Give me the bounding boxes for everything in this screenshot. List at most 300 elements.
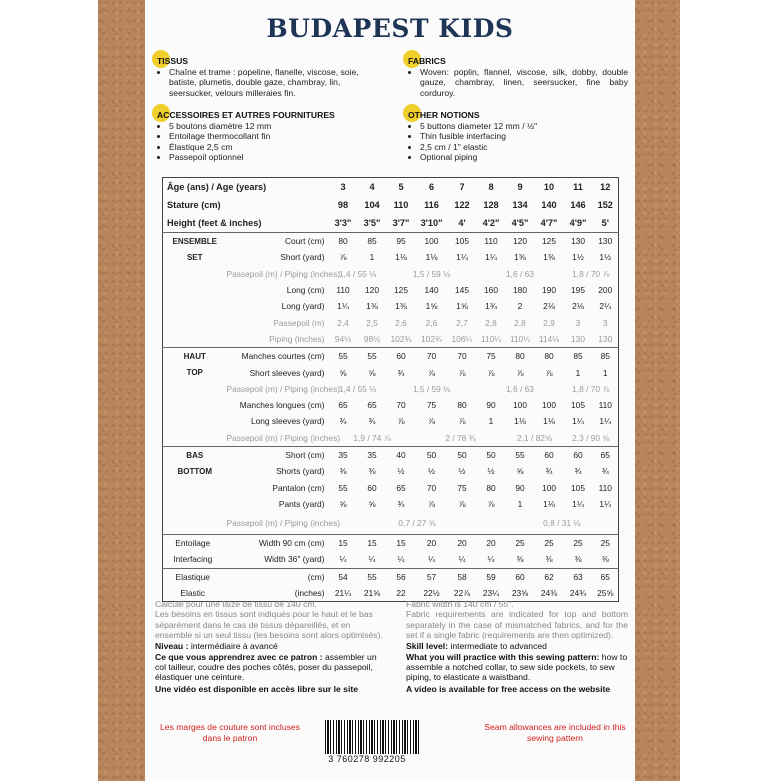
table-cell: 22½ — [423, 588, 440, 599]
fr-notions-heading: ACCESSOIRES ET AUTRES FOURNITURES — [157, 110, 383, 120]
table-cell: 35 — [358, 446, 387, 463]
row-label: Passepoil (m) / Piping (inches) — [226, 383, 341, 394]
ensemble-short-row — [163, 249, 619, 265]
row-label: Long (cm) — [286, 285, 325, 296]
en-skill-level: Skill level: intermediate to advanced — [406, 640, 547, 651]
table-cell: 105 — [448, 233, 477, 250]
row-label: Pants (yard) — [278, 498, 325, 509]
interfacing-cm-row — [163, 535, 619, 552]
table-cell: ¾ — [368, 416, 376, 427]
table-cell: 116 — [424, 200, 439, 210]
table-cell: 1,4 / 55 ⅛ — [338, 268, 377, 279]
table-cell: 10 — [543, 182, 555, 192]
table-cell: 22⅞ — [453, 588, 471, 599]
en-requirements-note: Fabric requirements are indicated for top and bottom separately in the case of mismatched fabrics, and for the set if a single fabric (requirements are then optimized). — [406, 609, 628, 641]
en-fabric-width-note: Fabric width is 140 cm / 55". — [406, 599, 514, 609]
table-cell: 56 — [387, 568, 416, 585]
table-cell: 4'5" — [511, 218, 529, 228]
en-notions-item: • Thin fusible interfacing — [420, 131, 628, 141]
table-cell: 2,4 — [337, 317, 349, 328]
table-cell: 85 — [358, 233, 387, 250]
table-cell: 3'5" — [363, 218, 381, 228]
fr-learn-note: Ce que vous apprendrez avec ce patron : assembler un col tailleur, coudre des poches côtés, poser du passepoil, élastiquer une ceinture. — [155, 652, 377, 682]
table-cell: 3'7" — [392, 218, 410, 228]
table-cell: 60 — [564, 446, 593, 463]
table-cell: 25⅝ — [597, 588, 614, 599]
top-short-sleeves-yard-row — [163, 364, 619, 380]
table-cell: 4'7" — [540, 218, 558, 228]
table-cell: 110 — [598, 482, 612, 493]
table-cell: 120 — [506, 233, 535, 250]
table-cell: 80 — [535, 348, 564, 365]
table-cell: 1¼ — [572, 498, 584, 509]
row-label: Short (cm) — [227, 446, 329, 463]
table-cell: 57 — [416, 568, 448, 585]
table-cell: 110 — [477, 233, 506, 250]
bottom-shorts-yard-row — [163, 463, 619, 479]
table-cell: 1¼ — [485, 252, 497, 263]
ensemble-passepoil-row — [163, 314, 619, 330]
table-cell: 85 — [593, 348, 619, 365]
row-label: Passepoil (m) — [273, 317, 325, 328]
row-group-label: Interfacing — [173, 554, 213, 565]
table-cell: 3'10" — [420, 218, 443, 228]
table-cell: ½ — [428, 466, 435, 477]
table-cell: 1,8 / 70 ⅞ — [572, 383, 610, 394]
row-group-label: SET — [186, 252, 203, 262]
table-cell: 11 — [573, 182, 583, 192]
table-cell: ⅞ — [458, 498, 466, 509]
table-cell: ½ — [397, 466, 405, 477]
row-label: Shorts (yard) — [276, 466, 325, 477]
row-group-label: ENSEMBLE — [163, 233, 227, 250]
table-cell: ¾ — [339, 416, 347, 427]
table-cell: 1 — [602, 367, 608, 378]
row-group-label — [163, 430, 227, 447]
table-cell: 3 — [340, 182, 346, 192]
table-cell: ⅜ — [339, 466, 347, 477]
table-cell: 1 — [488, 416, 494, 427]
table-cell: 130 — [571, 333, 585, 344]
table-cell: 102¾ — [421, 333, 442, 344]
table-cell: 134 — [512, 200, 528, 210]
table-cell: 15 — [387, 535, 416, 552]
table-cell: 1¼ — [572, 416, 584, 427]
table-cell: 70 — [426, 482, 437, 493]
table-cell: ⅝ — [368, 367, 376, 378]
row-label: (inches) — [294, 588, 325, 599]
table-cell: 1½ — [599, 252, 612, 263]
table-cell: 105 — [571, 400, 585, 411]
row-group-label — [163, 397, 227, 413]
table-cell: 80 — [329, 233, 358, 250]
table-cell: 2,5 — [366, 317, 378, 328]
table-cell: 20 — [448, 535, 477, 552]
row-group-label: HAUT — [163, 348, 227, 365]
fr-fabrics-heading: TISSUS — [157, 56, 383, 66]
row-label: Height (feet & inches) — [167, 218, 262, 228]
fr-fabric-width-note: Calculé pour une laize de tissu de 140 cm. — [155, 599, 317, 609]
row-label: Court (cm) — [227, 233, 329, 250]
table-cell: 25 — [593, 535, 619, 552]
table-cell: 140 — [424, 285, 439, 296]
table-cell: ¼ — [397, 554, 405, 565]
table-cell: 130 — [564, 233, 593, 250]
table-cell: 55 — [338, 482, 348, 493]
row-label: Âge (ans) / Age (years) — [167, 182, 267, 192]
table-cell: 54 — [329, 568, 358, 585]
row-label: Long (yard) — [281, 301, 325, 312]
row-group-label: Elastique — [163, 568, 227, 585]
fr-notions-block — [155, 110, 383, 162]
table-cell: 2,7 — [456, 317, 468, 328]
table-cell: 125 — [394, 285, 408, 296]
row-group-label: BAS — [163, 446, 227, 463]
barcode — [315, 720, 419, 765]
fr-fabrics-item: • Chaîne et trame : popeline, flanelle, viscose, soie, batiste, plumetis, double gaze, chambray, lin, seersucker, velours milleraies fin. — [169, 67, 383, 98]
table-cell: 65 — [593, 446, 619, 463]
fr-notions-item: • Élastique 2,5 cm — [169, 142, 383, 152]
table-cell: 70 — [416, 348, 448, 365]
table-cell: 65 — [367, 400, 377, 411]
table-cell: ¾ — [574, 466, 582, 477]
table-cell: 12 — [600, 182, 611, 192]
table-cell: 60 — [506, 568, 535, 585]
table-cell: 1¼ — [337, 301, 349, 312]
table-cell: 60 — [387, 348, 416, 365]
row-group-label — [163, 479, 227, 495]
table-cell: 2,8 — [514, 317, 526, 328]
table-cell: ¾ — [545, 466, 553, 477]
row-group-label: Entoilage — [163, 535, 227, 552]
en-notions-item: • Optional piping — [420, 152, 628, 162]
bottom-piping-row — [163, 512, 619, 535]
table-cell: ⅞ — [487, 367, 495, 378]
table-cell: 59 — [477, 568, 506, 585]
table-cell: 152 — [597, 200, 613, 210]
table-cell: 65 — [593, 568, 619, 585]
row-label: Piping (inches) — [269, 333, 325, 344]
table-cell: 1¾ — [485, 301, 497, 312]
row-group-label — [163, 381, 227, 397]
table-cell: ½ — [458, 466, 466, 477]
row-group-label — [163, 413, 227, 429]
table-cell: 1⅝ — [456, 301, 468, 312]
row-label: Passepoil (m) / Piping (inches) — [226, 518, 341, 529]
row-label: Long sleeves (yard) — [250, 416, 325, 427]
table-cell: 2,3 / 90 ⅝ — [572, 432, 610, 443]
row-label: Stature (cm) — [167, 200, 221, 210]
table-cell: 94½ — [334, 333, 352, 344]
en-seam-allowance-note: Seam allowances are included in this sewing pattern — [484, 722, 626, 743]
table-cell: 55 — [358, 348, 387, 365]
table-cell: 0,7 / 27 ⅝ — [398, 518, 436, 529]
row-label: (cm) — [227, 568, 329, 585]
bottom-pants-yard-row — [163, 496, 619, 512]
table-cell: ⅞ — [397, 416, 405, 427]
table-cell: 1 — [575, 367, 581, 378]
row-label: Passepoil (m) / Piping (inches) — [226, 268, 341, 279]
table-cell: ⅝ — [339, 498, 347, 509]
table-cell: 95 — [387, 233, 416, 250]
row-group-label — [163, 331, 227, 348]
table-cell: ⅞ — [428, 498, 435, 509]
table-cell: 110 — [598, 400, 612, 411]
table-cell: ¼ — [368, 554, 376, 565]
table-cell: ⅜ — [516, 554, 524, 565]
row-label: Manches longues (cm) — [239, 400, 325, 411]
table-cell: 195 — [571, 285, 585, 296]
row-group-label — [163, 314, 227, 330]
ensemble-long-yard-row — [163, 298, 619, 314]
table-cell: ⅞ — [428, 416, 435, 427]
en-notions-heading: OTHER NOTIONS — [408, 110, 628, 120]
table-cell: 50 — [448, 446, 477, 463]
table-cell: ¼ — [458, 554, 466, 565]
table-cell: 20 — [477, 535, 506, 552]
table-cell: 63 — [564, 568, 593, 585]
table-cell: 4'2" — [482, 218, 500, 228]
table-cell: 146 — [570, 200, 586, 210]
table-cell: 105 — [571, 482, 585, 493]
table-cell: 190 — [542, 285, 556, 296]
table-cell: ⅜ — [601, 554, 609, 565]
table-cell: ⅞ — [458, 367, 466, 378]
table-cell: 2⅛ — [572, 301, 584, 312]
table-cell: 140 — [541, 200, 557, 210]
table-cell: 130 — [593, 233, 619, 250]
table-cell: ⅜ — [545, 554, 553, 565]
fr-skill-level: Niveau : intermédiaire à avancé — [155, 640, 278, 651]
row-group-label: TOP — [186, 368, 203, 378]
table-cell: 15 — [358, 535, 387, 552]
en-notions-item: • 2,5 cm / 1" elastic — [420, 142, 628, 152]
table-cell: 1 — [369, 252, 375, 263]
table-cell: 1,6 / 63 — [506, 268, 534, 279]
table-cell: 1,5 / 59 ⅛ — [412, 383, 451, 394]
table-cell: 60 — [535, 446, 564, 463]
table-cell: 145 — [455, 285, 469, 296]
table-cell: 1 — [517, 498, 523, 509]
table-cell: 80 — [457, 400, 467, 411]
row-label: Passepoil (m) / Piping (inches) — [226, 432, 341, 443]
table-cell: 1⅜ — [543, 252, 555, 263]
table-cell: 1,6 / 63 — [506, 383, 534, 394]
table-cell: 60 — [367, 482, 377, 493]
table-cell: 55 — [329, 348, 358, 365]
table-cell: ¼ — [428, 554, 435, 565]
table-cell: 1⅝ — [425, 301, 438, 312]
table-cell: 1⅛ — [395, 252, 407, 263]
table-cell: 22 — [396, 588, 406, 599]
top-piping-row-2 — [163, 430, 619, 447]
table-cell: 1⅜ — [366, 301, 378, 312]
row-label: Manches courtes (cm) — [227, 348, 329, 365]
size-table-body — [163, 178, 619, 602]
table-cell: 24⅜ — [540, 588, 558, 599]
table-cell: ¾ — [397, 498, 405, 509]
table-cell: 1⅛ — [543, 498, 555, 509]
top-long-sleeves-yard-row — [163, 413, 619, 429]
table-cell: ¼ — [339, 554, 347, 565]
fr-footer-notes — [155, 599, 383, 695]
table-cell: 1,8 / 70 ⅞ — [572, 268, 610, 279]
en-fabrics-heading: FABRICS — [408, 56, 628, 66]
table-cell: 90 — [486, 400, 496, 411]
table-cell: 20 — [416, 535, 448, 552]
table-cell: 104 — [364, 200, 380, 210]
table-cell: 25 — [535, 535, 564, 552]
pattern-title: BUDAPEST KIDS — [266, 14, 514, 43]
table-cell: 2¼ — [599, 301, 612, 312]
table-cell: 8 — [488, 182, 494, 192]
pattern-info-sheet — [145, 0, 635, 781]
table-cell: 50 — [477, 446, 506, 463]
interfacing-yard-row — [163, 551, 619, 568]
table-cell: ⅞ — [516, 367, 524, 378]
table-cell: 2,8 — [485, 317, 497, 328]
table-cell: 3 — [575, 317, 581, 328]
table-cell: 1⅛ — [514, 416, 526, 427]
row-label: Pantalon (cm) — [272, 482, 325, 493]
table-cell: 110¼ — [509, 333, 531, 344]
table-cell: 75 — [426, 400, 437, 411]
table-cell: 23⅝ — [511, 588, 529, 599]
table-cell: 125 — [535, 233, 564, 250]
fr-notions-item: • Entoilage thermocollant fin — [169, 131, 383, 141]
table-cell: 100 — [542, 482, 556, 493]
table-cell: 21⅝ — [363, 588, 381, 599]
table-cell: 98½ — [363, 333, 381, 344]
ensemble-long-cm-row — [163, 282, 619, 298]
table-cell: ⅞ — [428, 367, 435, 378]
row-group-label — [163, 282, 227, 298]
table-cell: ⅞ — [339, 252, 347, 263]
table-cell: 160 — [484, 285, 498, 296]
table-cell: 114⅛ — [538, 333, 560, 344]
table-cell: 65 — [396, 482, 406, 493]
table-cell: 100 — [513, 400, 527, 411]
table-cell: 100 — [542, 400, 556, 411]
fr-requirements-note: Les besoins en tissus sont indiqués pour le haut et le bas séparément dans le cas de tissus dépareillés, et en ensemble si un seul tissu (les besoins sont alors optimisés). — [155, 609, 383, 641]
table-cell: 1,9 / 74 ⅞ — [353, 432, 391, 443]
barcode-bars — [325, 720, 419, 754]
table-cell: 180 — [513, 285, 527, 296]
bottom-pant-cm-row — [163, 479, 619, 495]
table-cell: 0,8 / 31 ⅛ — [543, 518, 581, 529]
table-cell: 2,6 — [425, 317, 438, 328]
table-cell: 3'3" — [334, 218, 352, 228]
row-group-label — [163, 512, 227, 535]
age-row — [163, 178, 619, 197]
size-requirements-table — [162, 177, 619, 602]
table-cell: 1⅜ — [514, 252, 526, 263]
row-label: Short sleeves (yard) — [249, 367, 325, 378]
table-cell: 1⅜ — [395, 301, 407, 312]
en-notions-block — [406, 110, 628, 162]
table-cell: 55 — [506, 446, 535, 463]
table-cell: 75 — [477, 348, 506, 365]
table-cell: 120 — [365, 285, 379, 296]
fr-video-note: Une vidéo est disponible en accès libre sur le site — [155, 684, 358, 695]
top-long-sleeves-cm-row — [163, 397, 619, 413]
table-cell: ⅝ — [516, 466, 524, 477]
row-group-label — [163, 496, 227, 512]
table-cell: ¾ — [601, 466, 609, 477]
row-label: Width 90 cm (cm) — [227, 535, 329, 552]
table-cell: 2,1 / 82⅝ — [517, 432, 552, 443]
table-cell: ⅞ — [458, 416, 466, 427]
table-cell: ⅜ — [368, 466, 376, 477]
table-cell: 35 — [329, 446, 358, 463]
table-cell: ¾ — [397, 367, 405, 378]
table-cell: 2,9 — [543, 317, 555, 328]
fr-fabrics-block — [155, 56, 383, 98]
table-cell: 65 — [338, 400, 348, 411]
barcode-number: 3 760278 992205 — [315, 754, 419, 764]
fr-seam-allowance-note: Les marges de couture sont incluses dans le patron — [160, 722, 300, 743]
table-cell: 106¼ — [451, 333, 473, 344]
en-notions-item: • 5 buttons diameter 12 mm / ½" — [420, 121, 628, 131]
row-group-label — [163, 298, 227, 314]
ensemble-piping-row — [163, 266, 619, 282]
table-cell: 25 — [506, 535, 535, 552]
ensemble-piping-inches-row — [163, 331, 619, 348]
table-cell: 7 — [459, 182, 465, 192]
table-cell: ¼ — [487, 554, 495, 565]
table-cell: 80 — [506, 348, 535, 365]
top-piping-row-1 — [163, 381, 619, 397]
table-cell: 1¼ — [599, 416, 612, 427]
table-cell: ½ — [487, 466, 495, 477]
table-cell: 58 — [448, 568, 477, 585]
table-cell: 25 — [564, 535, 593, 552]
table-cell: 62 — [535, 568, 564, 585]
en-video-note: A video is available for free access on the website — [406, 684, 611, 695]
fr-notions-item: • Passepoil optionnel — [169, 152, 383, 162]
elastic-cm-row — [163, 568, 619, 585]
table-cell: 1¼ — [456, 252, 468, 263]
table-cell: 40 — [387, 446, 416, 463]
top-short-sleeves-cm-row — [163, 348, 619, 365]
table-cell: 90 — [515, 482, 525, 493]
en-footer-notes — [406, 599, 628, 695]
stature-row — [163, 196, 619, 214]
table-cell: 128 — [483, 200, 499, 210]
table-cell: 1⅛ — [425, 252, 438, 263]
table-cell: 200 — [598, 285, 613, 296]
table-cell: ⅝ — [368, 498, 376, 509]
table-cell: 4' — [458, 218, 466, 228]
fr-notions-item: • 5 boutons diamètre 12 mm — [169, 121, 383, 131]
table-cell: ⅝ — [339, 367, 347, 378]
table-cell: 100 — [416, 233, 448, 250]
table-cell: 5' — [601, 218, 609, 228]
table-cell: 23¼ — [482, 588, 500, 599]
table-cell: 3 — [602, 317, 608, 328]
table-cell: 70 — [448, 348, 477, 365]
en-learn-note: What you will practice with this sewing pattern: how to assemble a notched collar, to sew side pockets, to sew piping, to elasticate a waistband. — [406, 652, 628, 682]
table-cell: 50 — [416, 446, 448, 463]
height-row — [163, 214, 619, 233]
table-cell: 110 — [393, 200, 409, 210]
table-cell: 110¼ — [480, 333, 502, 344]
table-cell: 102¾ — [390, 333, 412, 344]
table-cell: 4'9" — [569, 218, 587, 228]
table-cell: 9 — [517, 182, 523, 192]
table-cell: 5 — [398, 182, 404, 192]
table-cell: 1,5 / 59 ⅛ — [412, 268, 451, 279]
